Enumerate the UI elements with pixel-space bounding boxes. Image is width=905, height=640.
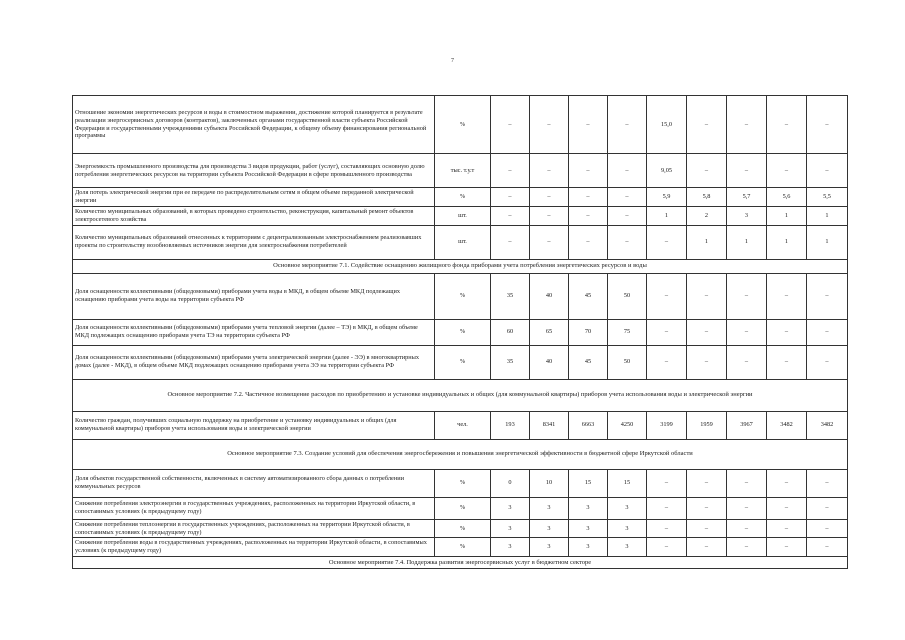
value-cell: – xyxy=(807,96,848,154)
value-cell: – xyxy=(767,154,807,188)
unit-cell: % xyxy=(435,345,491,379)
value-cell: 3482 xyxy=(807,411,848,439)
value-cell: – xyxy=(807,519,848,538)
value-cell: – xyxy=(687,519,727,538)
value-cell: – xyxy=(727,497,767,519)
unit-cell: % xyxy=(435,188,491,207)
value-cell: – xyxy=(647,497,687,519)
value-cell: – xyxy=(727,469,767,497)
value-cell: – xyxy=(767,319,807,345)
table-row xyxy=(73,345,848,379)
value-cell: 70 xyxy=(569,319,608,345)
value-cell: – xyxy=(608,206,647,225)
value-cell: – xyxy=(687,538,727,557)
section-title: Основное мероприятие 7.3. Создание условий для обеспечения энергосбережения и повышения энергетической эффективности в бюджетной сфере Иркутской области xyxy=(73,439,848,469)
value-cell: – xyxy=(647,319,687,345)
indicator-cell: Снижение потребления воды в государственных учреждениях, расположенных на территории Иркутской области, в сопоставимых условиях (к предыдущему году) xyxy=(73,538,435,557)
value-cell: – xyxy=(807,319,848,345)
value-cell: – xyxy=(647,345,687,379)
unit-cell: шт. xyxy=(435,206,491,225)
value-cell: 3199 xyxy=(647,411,687,439)
value-cell: 15 xyxy=(608,469,647,497)
table-row xyxy=(73,188,848,207)
value-cell: 3482 xyxy=(767,411,807,439)
value-cell: 5,9 xyxy=(647,188,687,207)
table-row xyxy=(73,469,848,497)
table-row xyxy=(73,225,848,259)
section-row xyxy=(73,439,848,469)
value-cell: – xyxy=(530,225,569,259)
value-cell: – xyxy=(727,273,767,319)
indicator-cell: Снижение потребления электроэнергии в государственных учреждениях, расположенных на территории Иркутской области, в сопоставимых условиях (к предыдущему году) xyxy=(73,497,435,519)
indicator-cell: Доля оснащенности коллективными (общедомовыми) приборами учета тепловой энергии (далее – ТЭ) в МКД, в общем объеме МКД подлежащих оснащению приборами учета ТЭ на территории субъекта РФ xyxy=(73,319,435,345)
indicator-cell: Количество граждан, получивших социальную поддержку на приобретение и установку индивидуальных и общих (для коммунальной квартиры) приборов учета использования воды и электрической энергии xyxy=(73,411,435,439)
value-cell: – xyxy=(807,497,848,519)
indicator-cell: Количество муниципальных образований отнесенных к территориям с децентрализованным электроснабжением реализовавших проекты по строительству возобновляемых источников энергии для электроснабжения потребителей xyxy=(73,225,435,259)
value-cell: – xyxy=(767,345,807,379)
unit-cell: % xyxy=(435,469,491,497)
indicator-cell: Снижение потребления теплоэнергии в государственных учреждениях, расположенных на территории Иркутской области, в сопоставимых условиях (к предыдущему году) xyxy=(73,519,435,538)
value-cell: – xyxy=(569,96,608,154)
unit-cell: % xyxy=(435,538,491,557)
value-cell: 10 xyxy=(530,469,569,497)
value-cell: – xyxy=(807,345,848,379)
value-cell: – xyxy=(608,96,647,154)
value-cell: – xyxy=(807,538,848,557)
value-cell: 1 xyxy=(807,206,848,225)
value-cell: – xyxy=(608,188,647,207)
indicator-cell: Доля оснащенности коллективными (общедомовыми) приборами учета электрической энергии (далее - ЭЭ) в многоквартирных домах (далее - МКД), в общем объеме МКД подлежащих оснащению приборами учета ЭЭ на территории субъекта РФ xyxy=(73,345,435,379)
value-cell: 5,5 xyxy=(807,188,848,207)
value-cell: 15 xyxy=(569,469,608,497)
value-cell: – xyxy=(647,273,687,319)
value-cell: 5,6 xyxy=(767,188,807,207)
value-cell: 8341 xyxy=(530,411,569,439)
value-cell: 40 xyxy=(530,273,569,319)
value-cell: – xyxy=(647,469,687,497)
value-cell: – xyxy=(491,206,530,225)
value-cell: – xyxy=(767,96,807,154)
value-cell: 3 xyxy=(491,519,530,538)
value-cell: 0 xyxy=(491,469,530,497)
value-cell: – xyxy=(647,538,687,557)
value-cell: 3 xyxy=(530,519,569,538)
value-cell: – xyxy=(727,345,767,379)
value-cell: – xyxy=(807,469,848,497)
value-cell: – xyxy=(727,519,767,538)
table-row xyxy=(73,319,848,345)
value-cell: 3 xyxy=(491,497,530,519)
value-cell: – xyxy=(491,96,530,154)
value-cell: 15,0 xyxy=(647,96,687,154)
value-cell: 2 xyxy=(687,206,727,225)
value-cell: – xyxy=(647,225,687,259)
value-cell: – xyxy=(569,154,608,188)
value-cell: 3 xyxy=(608,538,647,557)
value-cell: – xyxy=(767,469,807,497)
table-row xyxy=(73,538,848,557)
value-cell: 3 xyxy=(727,206,767,225)
indicator-cell: Доля потерь электрической энергии при ее передаче по распределительным сетям в общем объеме переданной электрической энергии xyxy=(73,188,435,207)
value-cell: – xyxy=(530,154,569,188)
value-cell: – xyxy=(687,96,727,154)
value-cell: – xyxy=(807,273,848,319)
value-cell: – xyxy=(687,319,727,345)
value-cell: 4250 xyxy=(608,411,647,439)
value-cell: 1 xyxy=(647,206,687,225)
unit-cell: % xyxy=(435,96,491,154)
section-title: Основное мероприятие 7.1. Содействие оснащению жилищного фонда приборами учета потребления энергетических ресурсов и воды xyxy=(73,259,848,273)
value-cell: – xyxy=(530,206,569,225)
value-cell: 35 xyxy=(491,273,530,319)
value-cell: – xyxy=(491,188,530,207)
value-cell: 3 xyxy=(530,497,569,519)
unit-cell: чел. xyxy=(435,411,491,439)
value-cell: 6663 xyxy=(569,411,608,439)
value-cell: – xyxy=(647,519,687,538)
indicator-cell: Доля объектов государственной собственности, включенных в систему автоматизированного сбора данных о потреблении коммунальных ресурсов xyxy=(73,469,435,497)
table-row xyxy=(73,411,848,439)
value-cell: 1 xyxy=(687,225,727,259)
value-cell: – xyxy=(530,96,569,154)
unit-cell: % xyxy=(435,497,491,519)
value-cell: 3 xyxy=(569,497,608,519)
value-cell: – xyxy=(491,154,530,188)
value-cell: 75 xyxy=(608,319,647,345)
section-row xyxy=(73,557,848,569)
unit-cell: % xyxy=(435,519,491,538)
indicator-cell: Энергоемкость промышленного производства для производства 3 видов продукции, работ (услуг), составляющих основную долю потребления энергетических ресурсов на территории субъекта Российской Федерации в сфере промышленного производства xyxy=(73,154,435,188)
value-cell: 1 xyxy=(807,225,848,259)
section-title: Основное мероприятие 7.4. Поддержка развития энергосервисных услуг в бюджетном секторе xyxy=(73,557,848,569)
unit-cell: % xyxy=(435,273,491,319)
indicator-cell: Отношение экономии энергетических ресурсов и воды в стоимостном выражении, достижение которой планируется в результате реализации энергосервисных договоров (контрактов), заключенных органами государственной власти субъекта Российской Федерации и государственными учреждениями субъекта Российской Федерации, к общему объему финансирования региональной программы xyxy=(73,96,435,154)
value-cell: – xyxy=(491,225,530,259)
value-cell: 193 xyxy=(491,411,530,439)
value-cell: 5,8 xyxy=(687,188,727,207)
value-cell: 3 xyxy=(608,519,647,538)
indicator-cell: Количество муниципальных образований, в которых проведено строительство, реконструкция, капитальный ремонт объектов электросетевого хозяйства xyxy=(73,206,435,225)
section-row xyxy=(73,259,848,273)
table-row xyxy=(73,206,848,225)
value-cell: 5,7 xyxy=(727,188,767,207)
value-cell: 40 xyxy=(530,345,569,379)
value-cell: – xyxy=(608,154,647,188)
table-row xyxy=(73,96,848,154)
value-cell: 50 xyxy=(608,273,647,319)
table-row xyxy=(73,273,848,319)
value-cell: 1 xyxy=(767,206,807,225)
value-cell: – xyxy=(767,273,807,319)
value-cell: 35 xyxy=(491,345,530,379)
value-cell: – xyxy=(530,188,569,207)
value-cell: – xyxy=(687,469,727,497)
value-cell: 65 xyxy=(530,319,569,345)
value-cell: 60 xyxy=(491,319,530,345)
value-cell: 3 xyxy=(530,538,569,557)
value-cell: 3967 xyxy=(727,411,767,439)
value-cell: – xyxy=(767,497,807,519)
table-row xyxy=(73,497,848,519)
unit-cell: % xyxy=(435,319,491,345)
value-cell: 1 xyxy=(727,225,767,259)
value-cell: 3 xyxy=(569,538,608,557)
unit-cell: шт. xyxy=(435,225,491,259)
section-row xyxy=(73,379,848,411)
value-cell: – xyxy=(687,497,727,519)
value-cell: – xyxy=(727,96,767,154)
value-cell: 9,05 xyxy=(647,154,687,188)
table-row xyxy=(73,154,848,188)
value-cell: – xyxy=(727,154,767,188)
value-cell: – xyxy=(608,225,647,259)
value-cell: 3 xyxy=(608,497,647,519)
value-cell: 1959 xyxy=(687,411,727,439)
value-cell: 45 xyxy=(569,273,608,319)
table-row xyxy=(73,519,848,538)
value-cell: 3 xyxy=(491,538,530,557)
value-cell: – xyxy=(807,154,848,188)
value-cell: – xyxy=(767,538,807,557)
unit-cell: тыс. т.у.т xyxy=(435,154,491,188)
value-cell: – xyxy=(727,319,767,345)
value-cell: – xyxy=(569,225,608,259)
value-cell: 3 xyxy=(569,519,608,538)
value-cell: – xyxy=(569,206,608,225)
section-title: Основное мероприятие 7.2. Частичное возмещение расходов по приобретению и установке индивидуальных и общих (для коммунальной квартиры) приборов учета использования воды и электрической энергии xyxy=(73,379,848,411)
value-cell: 1 xyxy=(767,225,807,259)
page-number: 7 xyxy=(451,58,454,64)
value-cell: – xyxy=(687,273,727,319)
value-cell: 45 xyxy=(569,345,608,379)
value-cell: – xyxy=(687,154,727,188)
indicators-table xyxy=(72,95,848,569)
value-cell: 50 xyxy=(608,345,647,379)
value-cell: – xyxy=(767,519,807,538)
indicator-cell: Доля оснащенности коллективными (общедомовыми) приборами учета воды в МКД, в общем объеме МКД подлежащих оснащению приборами учета воды на территории субъекта РФ xyxy=(73,273,435,319)
value-cell: – xyxy=(687,345,727,379)
value-cell: – xyxy=(569,188,608,207)
value-cell: – xyxy=(727,538,767,557)
